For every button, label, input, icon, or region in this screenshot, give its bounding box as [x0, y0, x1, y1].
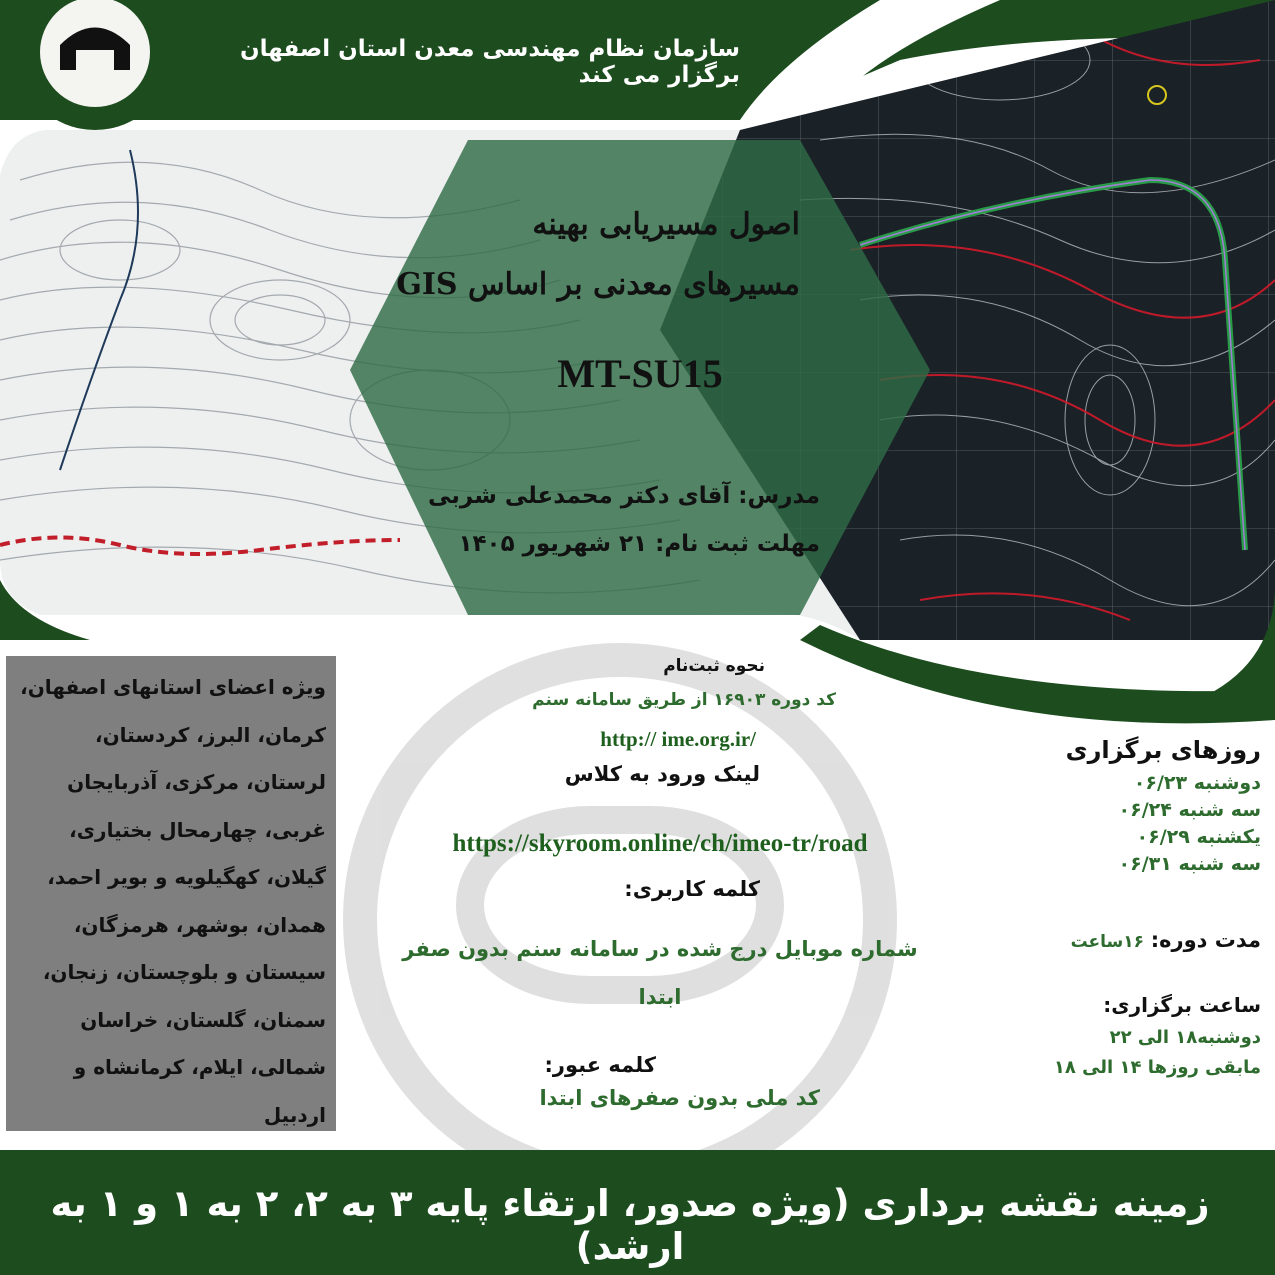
eligibility-line: شمالی، ایلام، کرمانشاه و [73, 1055, 326, 1079]
instructor-name: مدرس: آقای دکتر محمدعلی شربی [428, 483, 820, 509]
password-value: کد ملی بدون صفرهای ابتدا [539, 1086, 820, 1110]
duration-label: مدت دوره: [1150, 928, 1261, 952]
username-line2: ابتدا [638, 985, 682, 1009]
instructor-block [410, 472, 820, 568]
registration-deadline: مهلت ثبت نام: ۲۱ شهریور ۱۴۰۵ [458, 531, 820, 557]
schedule-day: سه شنبه ۰۶/۳۱ [1118, 853, 1261, 875]
course-title-line1: اصول مسیریابی بهینه [532, 207, 800, 242]
eligibility-list [10, 664, 326, 1139]
schedule-day: دوشنبه ۰۶/۲۳ [1133, 772, 1261, 794]
duration-value: ۱۶ساعت [1070, 932, 1145, 952]
registration-url-link[interactable]: http:// ime.org.ir/ [600, 727, 756, 751]
password-title: کلمه عبور: [544, 1053, 656, 1077]
course-title [380, 195, 800, 315]
schedule-title: روزهای برگزاری [1065, 736, 1261, 764]
eligibility-line: گیلان، کهگیلویه و بویر احمد، [47, 865, 326, 889]
course-duration [1001, 928, 1261, 952]
registration-code: کد دوره ۱۶۹۰۳ از طریق سامانه سنم [532, 690, 836, 710]
schedule-days [1001, 770, 1261, 878]
eligibility-line: سیستان و بلوچستان، زنجان، [42, 960, 326, 984]
class-link[interactable]: https://skyroom.online/ch/imeo-tr/road [452, 830, 868, 857]
organizer-text: سازمان نظام مهندسی معدن استان اصفهان برگزار می کند [240, 36, 740, 88]
time-title: ساعت برگزاری: [1103, 993, 1261, 1017]
registration-title: نحوه ثبت‌نام [663, 656, 765, 676]
eligibility-line: لرستان، مرکزی، آذربایجان [67, 770, 326, 794]
footer-text: زمینه نقشه برداری (ویژه صدور، ارتقاء پایه ۳ به ۲، ۲ به ۱ و ۱ به ارشد) [50, 1182, 1210, 1268]
course-title-line2: مسیرهای معدنی بر اساس GIS [396, 267, 800, 302]
username-title: کلمه کاربری: [624, 877, 760, 901]
schedule-day: سه شنبه ۰۶/۲۴ [1118, 799, 1261, 821]
time-line: مابقی روزها ۱۴ الی ۱۸ [1053, 1057, 1261, 1078]
time-line: دوشنبه۱۸ الی ۲۲ [1109, 1027, 1261, 1048]
time-lines [1001, 1023, 1261, 1083]
username-value [380, 925, 940, 1021]
eligibility-line: کرمان، البرز، کردستان، [95, 722, 326, 747]
eligibility-line: سمنان، گلستان، خراسان [80, 1007, 326, 1032]
eligibility-line: ویژه اعضای استانهای اصفهان، [20, 675, 326, 699]
eligibility-line: اردبیل [263, 1102, 326, 1127]
schedule-day: یکشنبه ۰۶/۲۹ [1136, 826, 1261, 848]
eligibility-line: غربی، چهارمحال بختیاری، [69, 817, 326, 842]
class-link-title: لینک ورود به کلاس [564, 762, 760, 786]
username-line1: شماره موبایل درج شده در سامانه سنم بدون صفر [402, 937, 918, 961]
course-code: MT-SU15 [557, 351, 723, 396]
eligibility-line: همدان، بوشهر، هرمزگان، [73, 912, 326, 937]
